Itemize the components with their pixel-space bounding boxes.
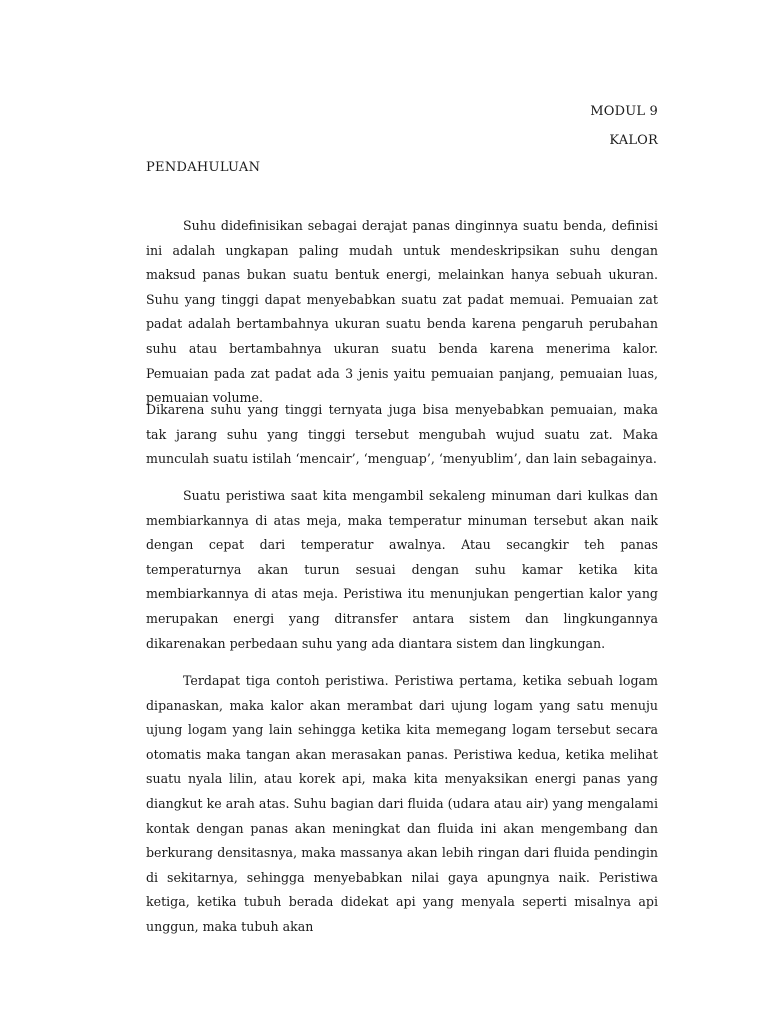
module-label: MODUL 9 bbox=[590, 104, 658, 119]
module-title: KALOR bbox=[609, 133, 658, 148]
paragraph-4: Terdapat tiga contoh peristiwa. Peristiwa pertama, ketika sebuah logam dipanaskan, maka kalor akan merambat dari ujung logam yang satu menuju ujung logam yang lain sehingga ketika kita memegang logam tersebut secara otomatis maka tangan akan merasakan panas. Peristiwa kedua, ketika melihat suatu nyala lilin, atau korek api, maka kita menyaksikan energi panas yang diangkut ke arah atas. Suhu bagian dari fluida (udara atau air) yang mengalami kontak dengan panas akan meningkat dan fluida ini akan mengembang dan berkurang densitasnya, maka massanya akan lebih ringan dari fluida pendingin di sekitarnya, sehingga menyebabkan nilai gaya apungnya naik. Peristiwa ketiga, ketika tubuh berada didekat api yang menyala seperti misalnya api unggun, maka tubuh akan bbox=[146, 673, 658, 934]
paragraph-2: Dikarena suhu yang tinggi ternyata juga bisa menyebabkan pemuaian, maka tak jarang suhu yang tinggi tersebut mengubah wujud suatu zat. Maka munculah suatu istilah ‘mencair’, ‘menguap’, ‘menyublim’, dan lain sebagainya. bbox=[146, 402, 658, 467]
paragraph-3: Suatu peristiwa saat kita mengambil sekaleng minuman dari kulkas dan membiarkannya di atas meja, maka temperatur minuman tersebut akan naik dengan cepat dari temperatur awalnya. Atau secangkir teh panas temperaturnya akan turun sesuai dengan suhu kamar ketika kita membiarkannya di atas meja. Peristiwa itu menunjukan pengertian kalor yang merupakan energi yang ditransfer antara sistem dan lingkungannya dikarenakan perbedaan suhu yang ada diantara sistem dan lingkungan. bbox=[146, 488, 658, 651]
section-heading: PENDAHULUAN bbox=[146, 160, 261, 175]
paragraph-1: Suhu didefinisikan sebagai derajat panas dinginnya suatu benda, definisi ini adalah ungkapan paling mudah untuk mendeskripsikan suhu dengan maksud panas bukan suatu bentuk energi, melainkan hanya sebuah ukuran. Suhu yang tinggi dapat menyebabkan suatu zat padat memuai. Pemuaian zat padat adalah bertambahnya ukuran suatu benda karena pengaruh perubahan suhu atau bertambahnya ukuran suatu benda karena menerima kalor. Pemuaian pada zat padat ada 3 jenis yaitu pemuaian panjang, pemuaian luas, pemuaian volume. bbox=[146, 218, 658, 406]
